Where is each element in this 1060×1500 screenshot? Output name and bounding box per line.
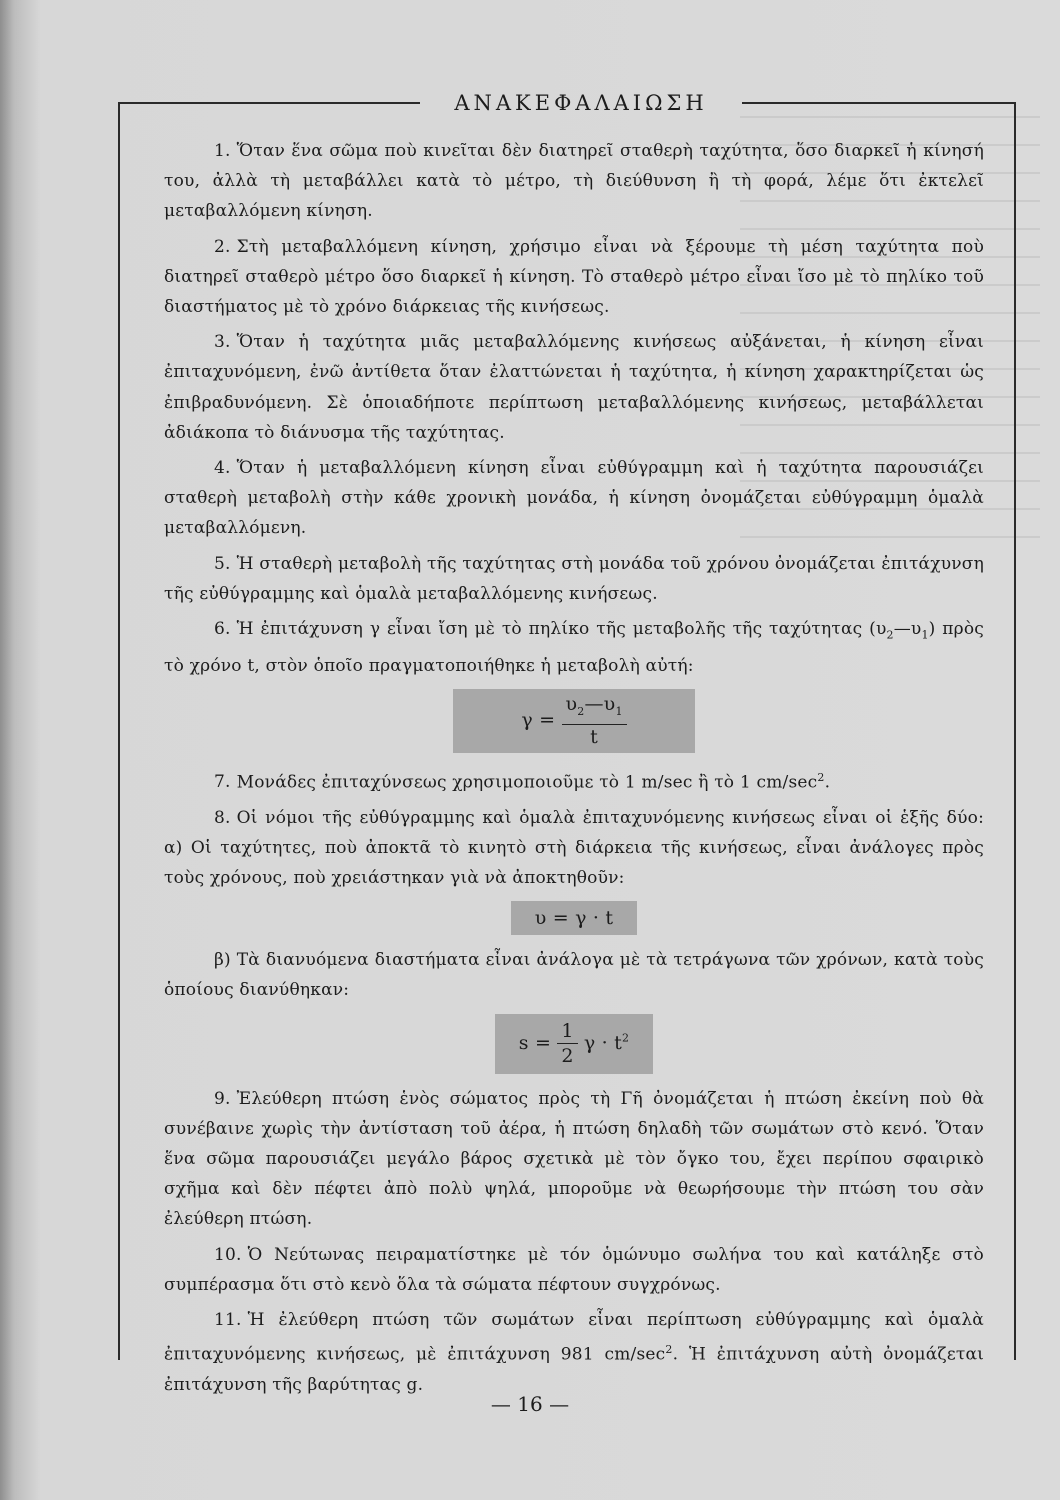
subscript: 1 (921, 628, 929, 642)
item-text: Ἡ ἐπιτάχυνση γ εἶναι ἴση μὲ τὸ πηλίκο τῆς μεταβολῆς τῆς ταχύτητας (υ (236, 619, 887, 640)
item-number: 11. (214, 1309, 242, 1330)
summary-content (164, 136, 984, 1405)
fraction-numerator: $\upsilon_2—\upsilon_1$ (562, 693, 627, 725)
formula-rhs: γ · t (583, 1031, 622, 1054)
item-text: ) πρὸς τὸ χρόνο t, στὸν ὁποῖο πραγματοποιήθηκε ἡ μεταβολὴ αὐτή: (164, 619, 984, 676)
item-text: Ἐλεύθερη πτώση ἑνὸς σώματος πρὸς τὴ Γῆ ὀνομάζεται ἡ πτώση ἐκείνη ποὺ θὰ συνέβαινε χωρὶς τὴν ἀντίσταση τοῦ ἀέρα, ἡ πτώση δηλαδὴ τῶν σωμάτων στὸ κενό. Ὅταν ἕνα σῶμα παρουσιάζει μεγάλο βάρος σχετικὰ μὲ τὸν ὄγκο του, ἔχει περίπου σφαιρικὸ σχῆμα καὶ δὲν πέφτει ἀπὸ πολὺ ψηλά, μποροῦμε νὰ θεωρήσουμε τὴν πτώση του σὰν ἐλεύθερη πτώση. (164, 1088, 984, 1230)
formula-velocity: υ = γ · t (511, 901, 637, 935)
item-text: Μονάδες ἐπιταχύνσεως χρησιμοποιοῦμε τὸ 1 m/sec ἢ τὸ 1 cm/sec (236, 772, 818, 793)
item-text: Οἱ νόμοι τῆς εὐθύγραμμης καὶ ὁμαλὰ ἐπιταχυνόμενης κινήσεως εἶναι οἱ ἑξῆς δύο: α) Οἱ ταχύτητες, ποὺ ἀποκτᾶ τὸ κινητὸ στὴ διάρκεια τῆς κινήσεως, εἶναι ἀνάλογες πρὸς τοὺς χρόνους, ποὺ χρειάστηκαν γιὰ νὰ ἀποκτηθοῦν: (164, 807, 984, 888)
item-number: 8. (214, 807, 231, 828)
page-number: — 16 — (490, 1392, 570, 1416)
item-number: 10. (214, 1244, 242, 1265)
summary-item-6 (164, 614, 984, 681)
item-text: Ὁ Νεύτωνας πειραματίστηκε μὲ τόν ὁμώνυμο σωλήνα του καὶ κατάληξε στὸ συμπέρασμα ὅτι στὸ κενὸ ὅλα τὰ σώματα πέφτουν συγχρόνως. (164, 1244, 984, 1295)
formula-distance (495, 1014, 653, 1074)
summary-item-10 (164, 1240, 984, 1300)
superscript: 2 (817, 770, 825, 784)
item-text: . Ἡ ἐπιτάχυνση αὐτὴ ὀνομάζεται ἐπιτάχυνση τῆς βαρύτητας g. (164, 1344, 984, 1395)
fraction (557, 1020, 577, 1068)
summary-item-11 (164, 1305, 984, 1400)
fraction (562, 693, 627, 749)
summary-item-7 (164, 763, 984, 798)
item-text: Ἡ ἐλεύθερη πτώση τῶν σωμάτων εἶναι περίπτωση εὐθύγραμμης καὶ ὁμαλὰ ἐπιταχυνόμενης κινήσεως, μὲ ἐπιτάχυνση 981 cm/sec (164, 1309, 984, 1365)
formula-lhs: γ = (521, 708, 556, 731)
item-number: 2. (214, 236, 231, 257)
summary-item-2 (164, 232, 984, 323)
superscript: 2 (665, 1343, 673, 1357)
item-text: Ὅταν ἡ μεταβαλλόμενη κίνηση εἶναι εὐθύγραμμη καὶ ἡ ταχύτητα παρουσιάζει σταθερὴ μεταβολὴ στὴν κάθε χρονικὴ μονάδα, ἡ κίνηση ὀνομάζεται εὐθύγραμμη ὁμαλὰ μεταβαλλόμενη. (164, 458, 984, 539)
formula-lhs: s = (518, 1031, 552, 1054)
summary-item-9 (164, 1084, 984, 1235)
item-number: 9. (214, 1088, 231, 1109)
fraction-denominator: t (590, 725, 598, 748)
item-number: 1. (214, 141, 231, 161)
summary-item-8 (164, 803, 984, 894)
summary-item-8-part-b: β) Τὰ διανυόμενα διαστήματα εἶναι ἀνάλογα μὲ τὰ τετράγωνα τῶν χρόνων, κατὰ τοὺς ὁποίους διανύθηκαν: (164, 950, 984, 1001)
formula-acceleration (453, 689, 695, 753)
summary-item-4 (164, 453, 984, 544)
section-heading: ΑΝΑΚΕΦΑΛΑΙΩΣΗ (454, 91, 708, 115)
item-text: . (824, 772, 831, 793)
item-number: 6. (214, 619, 231, 640)
superscript: 2 (622, 1031, 630, 1045)
item-number: 7. (214, 772, 231, 793)
item-text: Ἡ σταθερὴ μεταβολὴ τῆς ταχύτητας στὴ μονάδα τοῦ χρόνου ὀνομάζεται ἐπιτάχυνση τῆς εὐθύγραμμης καὶ ὁμαλὰ μεταβαλλόμενης κινήσεως. (164, 553, 984, 604)
summary-item-5 (164, 549, 984, 609)
item-text: —υ (893, 619, 922, 640)
item-number: 3. (214, 332, 231, 353)
item-text: Στὴ μεταβαλλόμενη κίνηση, χρήσιμο εἶναι νὰ ξέρουμε τὴ μέση ταχύτητα ποὺ διατηρεῖ σταθερὸ μέτρο ὅσο διαρκεῖ ἡ κίνηση. Τὸ σταθερὸ μέτρο εἶναι ἴσο μὲ τὸ πηλίκο τοῦ διαστήματος μὲ τὸ χρόνο διάρκειας τῆς κινήσεως. (164, 236, 984, 318)
summary-item-1 (164, 136, 984, 227)
fraction-numerator: 1 (557, 1020, 577, 1044)
item-text: Ὅταν ἡ ταχύτητα μιᾶς μεταβαλλόμενης κινήσεως αὐξάνεται, ἡ κίνηση εἶναι ἐπιταχυνόμενη, ἐνῶ ἀντίθετα ὅταν ἐλαττώνεται ἡ ταχύτητα, ἡ κίνηση χαρακτηρίζεται ὡς ἐπιβραδυνόμενη. Σὲ ὁποιαδήποτε περίπτωση μεταβαλλόμενης κινήσεως, μεταβάλλεται ἀδιάκοπα τὸ διάνυσμα τῆς ταχύτητας. (164, 332, 984, 443)
item-number: 5. (214, 553, 231, 574)
item-text: Ὅταν ἕνα σῶμα ποὺ κινεῖται δὲν διατηρεῖ σταθερὴ ταχύτητα, ὅσο διαρκεῖ ἡ κίνησή του, ἀλλὰ τὴ μεταβάλλει κατὰ τὸ μέτρο, τὴ διεύθυνση ἢ τὴ φορά, λέμε ὅτι ἐκτελεῖ μεταβαλλόμενη κίνηση. (164, 141, 984, 222)
item-number: 4. (214, 458, 231, 479)
summary-item-3 (164, 327, 984, 448)
subscript: 2 (886, 628, 894, 642)
fraction-denominator: 2 (561, 1044, 574, 1067)
